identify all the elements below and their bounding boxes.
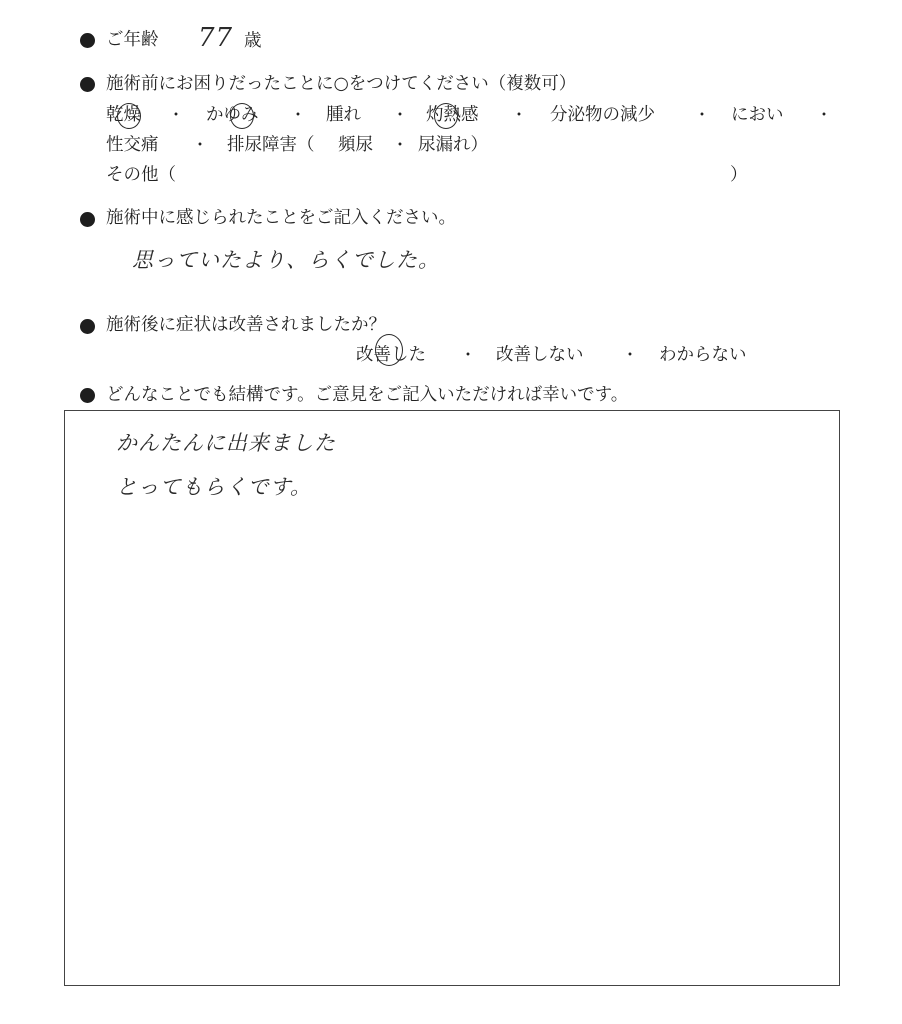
q4-question: どんなことでも結構です。ご意見をご記入いただければ幸いです。 [106, 385, 629, 405]
q3-option-improved: 改善した [356, 345, 426, 365]
bullet-icon [80, 77, 95, 92]
option-itching: かゆみ [206, 105, 259, 125]
bullet-icon [80, 388, 95, 403]
separator: ・ [168, 105, 185, 124]
separator: ・ [392, 105, 409, 124]
option-frequency: 頻尿 [338, 135, 373, 155]
option-odor: におい [731, 105, 784, 125]
option-other-close: ） [730, 165, 748, 185]
bullet-icon [80, 212, 95, 227]
age-value: 77 [198, 23, 234, 53]
bullet-icon [80, 319, 95, 334]
circle-mark-icon [117, 103, 141, 129]
option-dyspareunia: 性交痛 [106, 135, 159, 155]
separator: ・ [622, 345, 639, 364]
q4-answer-line2: とってもらくです。 [116, 475, 312, 499]
option-leakage: 尿漏れ） [418, 135, 488, 155]
option-other-label: その他（ [106, 165, 176, 185]
age-label: ご年齢 [106, 30, 159, 50]
q3-question: 施術後に症状は改善されましたか？ [106, 315, 386, 335]
option-urination: 排尿障害（ [227, 135, 315, 155]
separator: ・ [290, 105, 307, 124]
q4-answer-line1: かんたんに出来ました [116, 431, 336, 455]
separator: ・ [460, 345, 477, 364]
q3-option-unknown: わからない [659, 345, 747, 365]
age-unit: 歳 [244, 31, 262, 51]
q2-answer: 思っていたより、らくでした。 [132, 248, 440, 272]
option-dryness: 乾燥 [106, 105, 141, 125]
separator: ・ [816, 105, 833, 124]
separator: ・ [392, 135, 409, 154]
q2-question: 施術中に感じられたことをご記入ください。 [106, 208, 456, 228]
separator: ・ [511, 105, 528, 124]
option-burning: 灼熱感 [426, 105, 479, 125]
circle-mark-icon [230, 103, 254, 129]
option-secretion: 分泌物の減少 [550, 105, 655, 125]
option-swelling: 腫れ [326, 105, 361, 125]
q3-option-not-improved: 改善しない [496, 345, 584, 365]
q1-question: 施術前にお困りだったことに○をつけてください（複数可） [106, 74, 577, 94]
bullet-icon [80, 33, 95, 48]
separator: ・ [192, 135, 209, 154]
circle-mark-icon [375, 334, 403, 366]
circle-mark-icon [434, 103, 458, 129]
separator: ・ [694, 105, 711, 124]
